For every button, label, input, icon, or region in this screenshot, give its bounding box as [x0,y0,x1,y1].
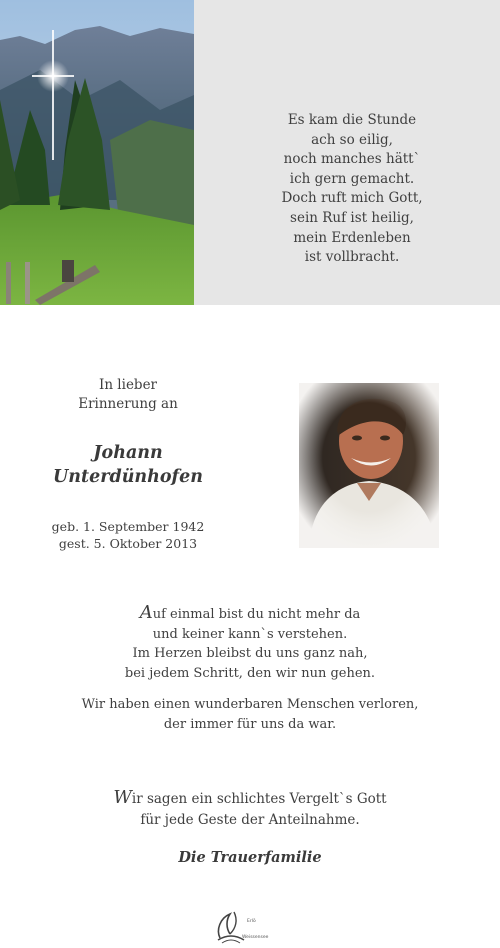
loss-line-1: Wir haben einen wunderbaren Menschen verloren, [81,697,419,712]
logo-text-line-1: Erlö [247,919,256,924]
poem-line: Doch ruft mich Gott, [281,190,423,207]
mountain-photo [0,0,194,305]
publisher-logo [214,908,284,944]
poem-line: ist vollbracht. [304,249,400,266]
poem-line: mein Erdenleben [293,229,411,246]
first-name: Johann [93,443,163,463]
verse-line-1 [60,603,440,625]
loss-line-2: der immer für uns da war. [163,716,337,732]
portrait-photo [299,383,439,548]
life-dates [30,518,226,552]
verse-line-1-rest: uf einmal bist du nicht mehr da [152,607,361,622]
death-date: gest. 5. Oktober 2013 [58,536,198,551]
poem-line: Es kam die Stunde [287,112,417,128]
deceased-name [30,441,226,489]
thanks-line-1 [60,787,440,810]
thanks-initial: W [113,787,132,808]
thanks-text [60,787,440,831]
family-signature: Die Trauerfamilie [178,849,322,866]
poem-line: ich gern gemacht. [289,170,415,187]
logo-text-line-2: Weissensee [242,935,269,940]
portrait-graphic [299,383,439,548]
verse-initial: A [139,602,153,623]
thanks-line-2: für jede Geste der Anteilnahme. [140,812,360,828]
poem-line: noch manches hätt` [283,151,421,168]
mountain-scene-graphic [0,0,194,305]
last-name: Unterdünhofen [53,467,203,487]
loss-text [50,695,450,734]
thanks-line-1-rest: ir sagen ein schlichtes Vergelt`s Gott [131,791,387,807]
poem-line: ach so eilig, [311,131,393,148]
poem-text [194,111,500,268]
memory-line-1: In lieber [98,377,158,393]
memory-line-2: Erinnerung an [78,396,178,412]
memory-heading [40,376,216,414]
verse-line-2: und keiner kann`s verstehen. [152,626,348,642]
poem-line: sein Ruf ist heilig, [290,209,414,226]
verse-text [60,603,440,683]
birth-date: geb. 1. September 1942 [51,519,205,534]
verse-line-3: Im Herzen bleibst du uns ganz nah, [132,646,368,661]
verse-line-4: bei jedem Schritt, den wir nun gehen. [124,665,376,681]
